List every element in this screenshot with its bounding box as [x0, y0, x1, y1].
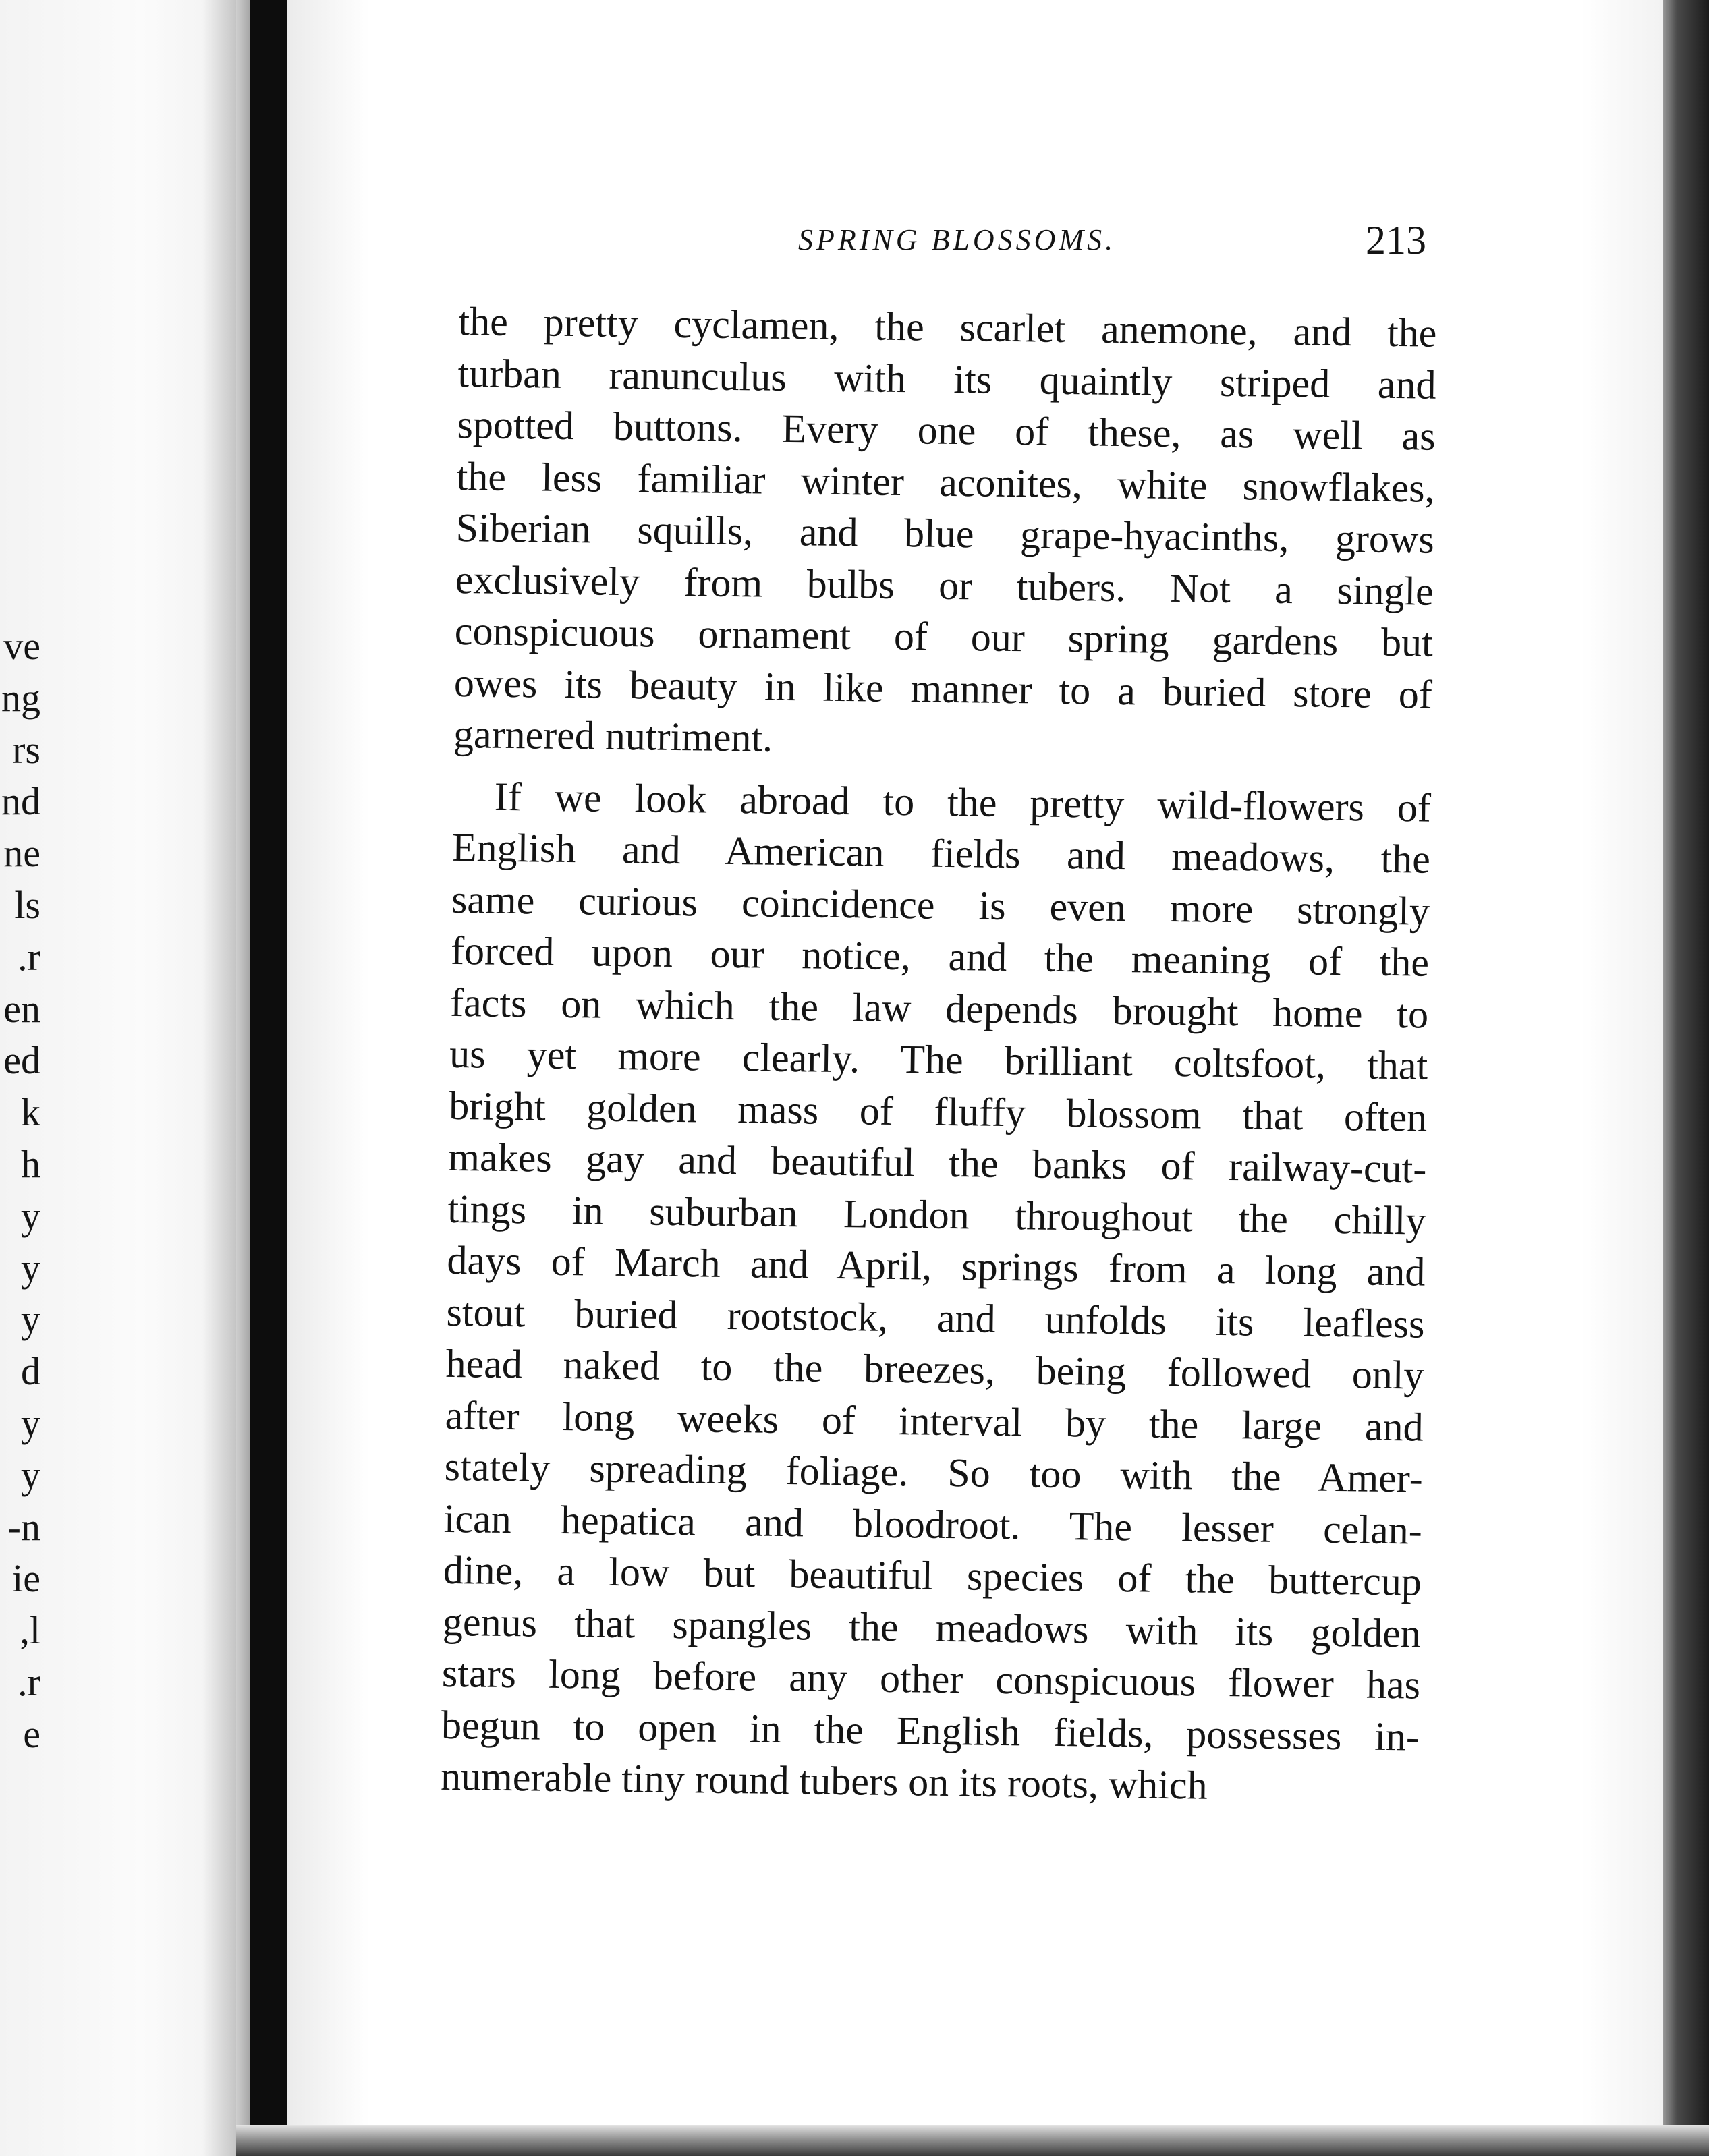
previous-page-fragment: ls	[14, 882, 40, 927]
previous-page-fragment: y	[21, 1452, 40, 1497]
previous-page-fragment: ve	[3, 624, 40, 668]
paragraph	[453, 295, 1437, 772]
text-line: facts on which the law depends brought home to	[449, 980, 1429, 1037]
text-line: conspicuous ornament of our spring gardens but	[454, 608, 1434, 665]
text-line: after long weeks of interval by the large and	[445, 1392, 1424, 1450]
text-line: days of March and April, springs from a long and	[447, 1237, 1426, 1295]
previous-page-fragment: n-	[7, 1504, 40, 1549]
text-line: the pretty cyclamen, the scarlet anemone, and the	[458, 298, 1437, 356]
previous-page-fragment: l,	[20, 1608, 40, 1653]
previous-page-fragment: ie	[12, 1556, 40, 1601]
text-line: garnered nutriment.	[453, 711, 773, 760]
previous-page-fragment: rs	[12, 727, 40, 772]
previous-page-fragment: e	[23, 1711, 40, 1756]
previous-page-fragment: h	[21, 1141, 40, 1186]
text-line: same curious coincidence is even more strongly	[451, 876, 1430, 934]
text-line: spotted buttons. Every one of these, as well as	[457, 401, 1436, 459]
previous-page-text-fragments	[0, 621, 40, 1761]
text-line: tings in suburban London throughout the chilly	[447, 1186, 1426, 1243]
book-binding	[250, 0, 287, 2156]
text-line: stout buried rootstock, and unfolds its leafless	[446, 1289, 1425, 1346]
text-line: begun to open in the English fields, possesses in-	[441, 1702, 1420, 1759]
previous-page-fragment: r.	[18, 934, 40, 979]
page-edge-bottom	[236, 2125, 1709, 2156]
page-number: 213	[1366, 218, 1426, 262]
previous-page-fragment: y	[21, 1297, 40, 1342]
text-line: numerable tiny round tubers on its roots, which	[440, 1753, 1208, 1808]
text-line: stately spreading foliage. So too with the Amer-	[444, 1444, 1424, 1501]
previous-page-fragment: r.	[18, 1659, 40, 1704]
text-line: dine, a low but beautiful species of the buttercup	[443, 1547, 1422, 1604]
previous-page-fragment: ng	[1, 675, 40, 720]
previous-page-fragment: ne	[3, 831, 40, 876]
text-line: exclusively from bulbs or tubers. Not a single	[455, 557, 1434, 614]
text-line: Siberian squills, and blue grape-hyacinths, grows	[455, 505, 1435, 562]
gutter-shadow	[202, 0, 250, 2156]
previous-page-fragment: y	[21, 1245, 40, 1290]
text-line: English and American fields and meadows, the	[451, 824, 1431, 882]
text-line: forced upon our notice, and the meaning of the	[450, 928, 1430, 985]
previous-page-fragment: en	[3, 986, 40, 1031]
previous-page-fragment: y	[21, 1400, 40, 1445]
running-head: SPRING BLOSSOMS.	[798, 223, 1117, 256]
text-line: the less familiar winter aconites, white snowflakes,	[456, 453, 1436, 511]
previous-page-fragment: ed	[3, 1038, 40, 1083]
previous-page-fragment: y	[21, 1193, 40, 1238]
text-line: owes its beauty in like manner to a buried store of	[453, 660, 1433, 717]
previous-page-fragment: k	[21, 1090, 40, 1135]
text-line: stars long before any other conspicuous flower has	[441, 1650, 1421, 1707]
previous-page-fragment: nd	[1, 779, 40, 824]
page-edge-right	[1663, 0, 1709, 2156]
text-line: us yet more clearly. The brilliant coltsfoot, that	[449, 1031, 1428, 1088]
text-line: turban ranunculus with its quaintly striped and	[457, 350, 1436, 407]
previous-page-fragment: d	[21, 1349, 40, 1394]
body-text	[441, 295, 1437, 1814]
paragraph	[441, 770, 1432, 1814]
text-line: If we look abroad to the pretty wild-flowers of	[494, 774, 1432, 830]
text-line: bright golden mass of fluffy blossom that often	[448, 1083, 1428, 1140]
text-line: genus that spangles the meadows with its golden	[442, 1599, 1422, 1656]
text-line: makes gay and beautiful the banks of railway-cut-	[447, 1134, 1427, 1191]
text-line: ican hepatica and bloodroot. The lesser celan-	[443, 1496, 1423, 1553]
text-line: head naked to the breezes, being followed only	[445, 1340, 1424, 1398]
